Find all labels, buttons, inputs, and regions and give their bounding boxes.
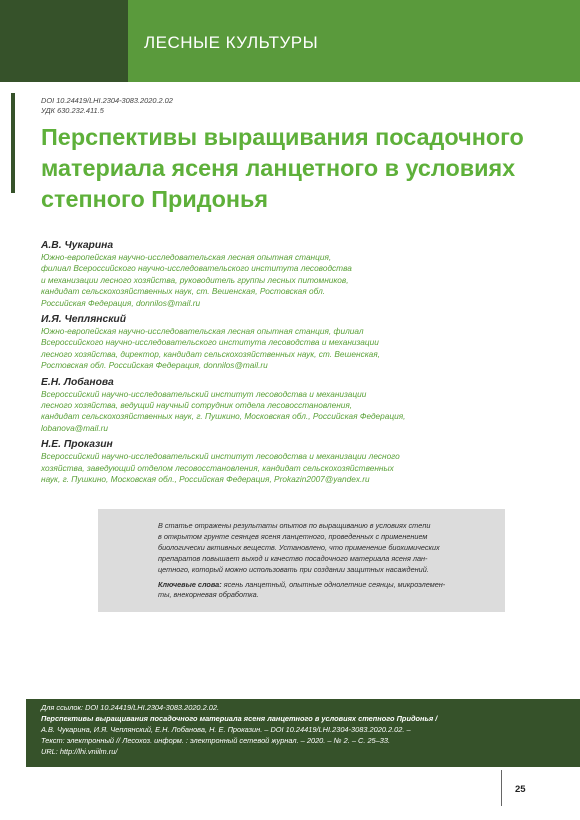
page-number: 25 [515, 784, 526, 795]
author-name: И.Я. Чеплянский [41, 314, 127, 326]
keywords-line [158, 580, 496, 591]
abstract-line: биологически активных веществ. Установлено, что применение биохимических [158, 542, 440, 552]
article-title [41, 122, 561, 215]
affiliation-line: лесного хозяйства, ведущий научный сотрудник отдела лесовосстановления, [41, 400, 353, 411]
affiliation-line: хозяйства, заведующий отделом лесовосстановления, кандидат сельскохозяйственных [41, 462, 394, 473]
keywords-text: ясень ланцетный, опытные однолетние сеянцы, микроэлемен- [223, 579, 446, 589]
page-number-rule [501, 770, 502, 806]
abstract-line: В статье отражены результаты опытов по выращиванию в условиях степи [158, 521, 431, 530]
author-block [41, 376, 551, 435]
citation-line: Текст: электронный // Лесохоз. информ. : электронный сетевой журнал. – 2020. – № 2. – С. 25–33. [41, 736, 391, 745]
abstract-box [98, 509, 505, 612]
author-name: Н.Е. Проказин [41, 439, 113, 451]
citation-line: А.В. Чукарина, И.Я. Чеплянский, Е.Н. Лобанова, Н. Е. Проказин. – DOI 10.24419/LHI.2304-3083.2020.2.02. – [41, 725, 411, 734]
citation-title: Перспективы выращивания посадочного материала ясеня ланцетного в условиях степного Придонья / [41, 714, 438, 723]
title-line: материала ясеня ланцетного в условиях [41, 155, 516, 181]
affiliation-line: лесного хозяйства, директор, кандидат сельскохозяйственных наук, ст. Вешенская, [41, 348, 380, 359]
affiliation-line: кандидат сельскохозяйственных наук, г. Пушкино, Московская обл., Российская Федерация, [41, 411, 406, 422]
doi-text: DOI 10.24419/LHI.2304-3083.2020.2.02 [41, 96, 173, 105]
affiliation-line: Российская Федерация, donnilos@mail.ru [41, 297, 201, 308]
header-dark-block [0, 0, 128, 82]
left-accent-bar [11, 93, 15, 193]
keywords-line: ты, внекорневая обработка. [158, 590, 259, 600]
author-block [41, 239, 551, 309]
author-block [41, 438, 551, 485]
affiliation-line: Южно-европейская научно-исследовательская лесная опытная станция, [41, 252, 332, 262]
affiliation-line: Ростовская обл. Российская Федерация, donnilos@mail.ru [41, 360, 268, 371]
section-label: ЛЕСНЫЕ КУЛЬТУРЫ [144, 33, 319, 52]
affiliation-line: кандидат сельскохозяйственных наук, ст. Вешенская, Ростовская обл. [41, 286, 326, 297]
citation-line: Для ссылок: DOI 10.24419/LHI.2304-3083.2020.2.02. [41, 703, 220, 712]
affiliation-line: Всероссийский научно-исследовательский институт лесоводства и механизации [41, 388, 367, 399]
abstract-line: в открытом грунте сеянцев ясеня ланцетного, проведенных с применением [158, 531, 428, 541]
author-block [41, 313, 551, 372]
abstract-line: цетного, который можно использовать при создании защитных насаждений. [158, 564, 429, 574]
author-list [41, 239, 551, 490]
affiliation-line: Всероссийский научно-исследовательский институт лесоводства и механизации лесного [41, 451, 400, 462]
abstract-line: препаратов повышает выход и качество посадочного материала ясеня лан- [158, 553, 428, 563]
affiliation-line: наук, г. Пушкино, Московская обл., Российская Федерация, Prokazin2007@yandex.ru [41, 474, 370, 485]
keywords-label: Ключевые слова: [158, 579, 222, 589]
affiliation-line: Всероссийского научно-исследовательского института лесоводства и механизации [41, 337, 379, 348]
author-name: Е.Н. Лобанова [41, 376, 114, 388]
author-name: А.В. Чукарина [41, 240, 114, 251]
citation-url: URL: http://lhi.vniilm.ru/ [41, 747, 118, 756]
affiliation-line: Южно-европейская научно-исследовательская лесная опытная станция, филиал [41, 326, 364, 337]
footer-divider [26, 767, 580, 768]
title-line: степного Придонья [41, 186, 269, 212]
abstract-text [158, 521, 496, 601]
udk-text: УДК 630.232.411.5 [41, 106, 104, 115]
citation-box [26, 699, 580, 767]
affiliation-line: lobanova@mail.ru [41, 422, 108, 433]
title-line: Перспективы выращивания посадочного [41, 124, 524, 150]
affiliation-line: филиал Всероссийского научно-исследовательского института лесоводства [41, 263, 352, 274]
affiliation-line: и механизации лесного хозяйства, руководитель группы лесных питомников, [41, 274, 349, 285]
